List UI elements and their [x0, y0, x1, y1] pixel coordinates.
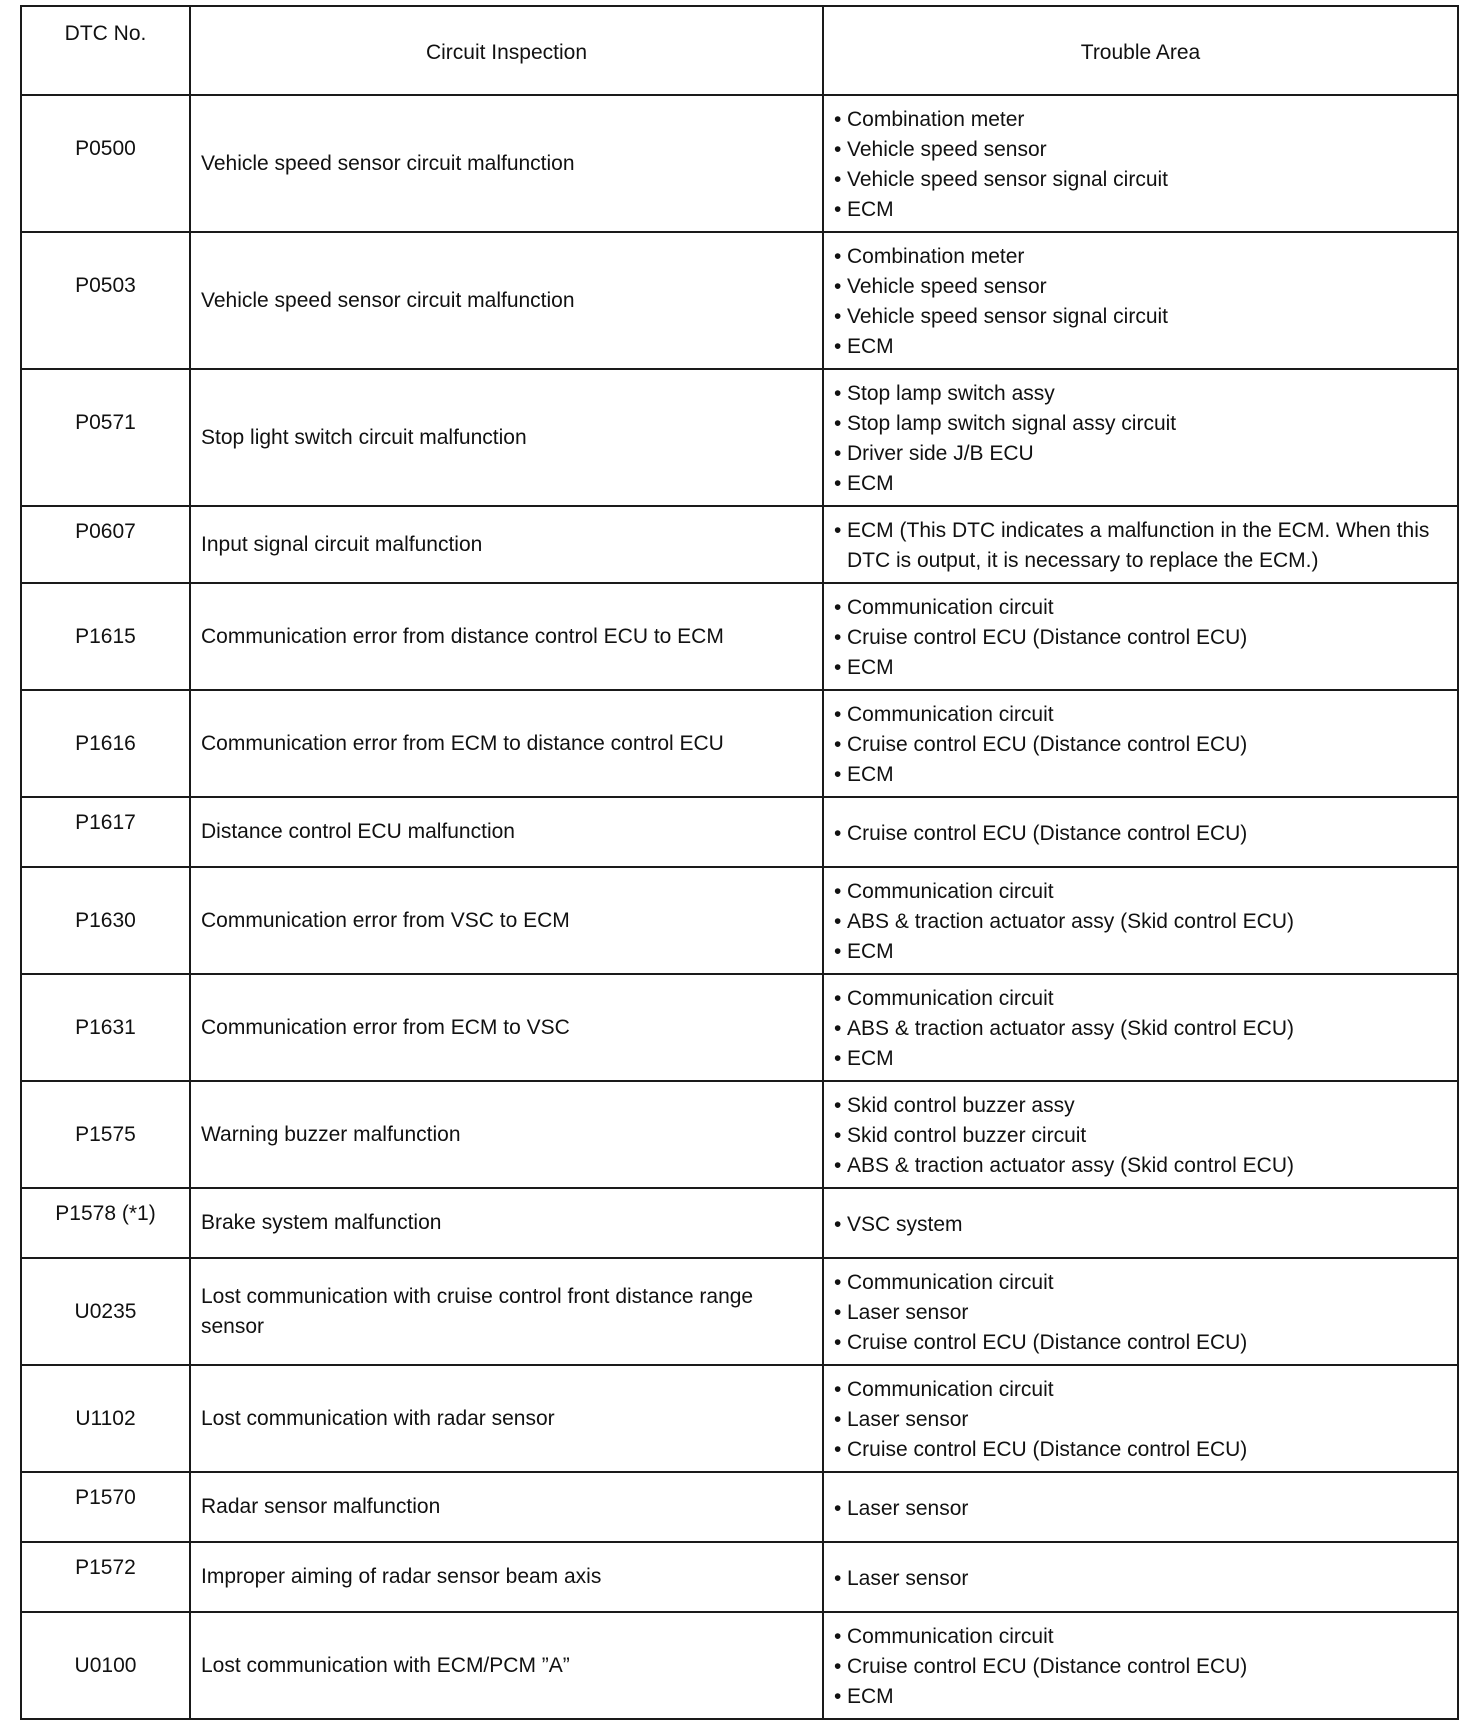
trouble-area-list: [834, 1268, 1447, 1358]
circuit-inspection-cell: Brake system malfunction: [190, 1188, 823, 1258]
table-row: [21, 1542, 1458, 1612]
dtc-code-cell: P1617: [21, 797, 190, 867]
trouble-area-item: • Combination meter: [834, 105, 1447, 135]
trouble-area-item: • Combination meter: [834, 242, 1447, 272]
trouble-area-item: • Communication circuit: [834, 1268, 1447, 1298]
trouble-area-list: [834, 593, 1447, 683]
trouble-area-cell: [823, 1542, 1458, 1612]
table-row: [21, 867, 1458, 974]
dtc-code-cell: P1616: [21, 690, 190, 797]
trouble-area-list: [834, 105, 1447, 225]
trouble-area-item: • ECM: [834, 332, 1447, 362]
trouble-area-item: • Vehicle speed sensor: [834, 272, 1447, 302]
trouble-area-item: • Communication circuit: [834, 593, 1447, 623]
trouble-area-item: • Cruise control ECU (Distance control ECU): [834, 819, 1447, 849]
trouble-area-cell: [823, 974, 1458, 1081]
table-row: [21, 232, 1458, 369]
table-row: [21, 583, 1458, 690]
header-row: [21, 6, 1458, 95]
trouble-area-item: • ECM (This DTC indicates a malfunction in the ECM. When this DTC is output, it is necessary to replace the ECM.): [834, 516, 1447, 576]
table-row: [21, 1258, 1458, 1365]
trouble-area-item: • Communication circuit: [834, 700, 1447, 730]
trouble-area-item: • ABS & traction actuator assy (Skid control ECU): [834, 1151, 1447, 1181]
trouble-area-list: [834, 984, 1447, 1074]
trouble-area-list: [834, 379, 1447, 499]
dtc-code-cell: P1578 (*1): [21, 1188, 190, 1258]
trouble-area-item: • Communication circuit: [834, 1622, 1447, 1652]
trouble-area-item: • Cruise control ECU (Distance control ECU): [834, 1652, 1447, 1682]
trouble-area-list: [834, 516, 1447, 576]
circuit-inspection-cell: Radar sensor malfunction: [190, 1472, 823, 1542]
trouble-area-cell: [823, 583, 1458, 690]
trouble-area-cell: [823, 1258, 1458, 1365]
trouble-area-cell: [823, 797, 1458, 867]
trouble-area-item: • Vehicle speed sensor signal circuit: [834, 165, 1447, 195]
header-dtc-no: DTC No.: [21, 6, 190, 95]
table-row: [21, 1612, 1458, 1719]
dtc-code-cell: U0235: [21, 1258, 190, 1365]
dtc-code-cell: P0571: [21, 369, 190, 506]
dtc-code-cell: P1572: [21, 1542, 190, 1612]
circuit-inspection-cell: Communication error from distance control ECU to ECM: [190, 583, 823, 690]
trouble-area-cell: [823, 1188, 1458, 1258]
trouble-area-cell: [823, 867, 1458, 974]
circuit-inspection-cell: Vehicle speed sensor circuit malfunction: [190, 95, 823, 232]
circuit-inspection-cell: Stop light switch circuit malfunction: [190, 369, 823, 506]
circuit-inspection-cell: Communication error from VSC to ECM: [190, 867, 823, 974]
circuit-inspection-cell: Lost communication with ECM/PCM ”A”: [190, 1612, 823, 1719]
table-row: [21, 1472, 1458, 1542]
trouble-area-item: • ABS & traction actuator assy (Skid control ECU): [834, 1014, 1447, 1044]
circuit-inspection-cell: Warning buzzer malfunction: [190, 1081, 823, 1188]
trouble-area-item: • Laser sensor: [834, 1564, 1447, 1594]
trouble-area-item: • Cruise control ECU (Distance control ECU): [834, 730, 1447, 760]
trouble-area-list: [834, 1091, 1447, 1181]
trouble-area-list: [834, 700, 1447, 790]
circuit-inspection-cell: Distance control ECU malfunction: [190, 797, 823, 867]
trouble-area-item: • ECM: [834, 653, 1447, 683]
circuit-inspection-cell: Lost communication with cruise control front distance range sensor: [190, 1258, 823, 1365]
trouble-area-list: [834, 1564, 1447, 1594]
table-body: [21, 95, 1458, 1719]
dtc-code-cell: P1615: [21, 583, 190, 690]
trouble-area-cell: [823, 1612, 1458, 1719]
dtc-code-cell: P1575: [21, 1081, 190, 1188]
trouble-area-cell: [823, 1472, 1458, 1542]
dtc-code-cell: P1631: [21, 974, 190, 1081]
trouble-area-item: • Vehicle speed sensor signal circuit: [834, 302, 1447, 332]
trouble-area-cell: [823, 232, 1458, 369]
table-row: [21, 369, 1458, 506]
table-row: [21, 506, 1458, 583]
circuit-inspection-cell: Vehicle speed sensor circuit malfunction: [190, 232, 823, 369]
trouble-area-item: • Driver side J/B ECU: [834, 439, 1447, 469]
trouble-area-item: • ECM: [834, 195, 1447, 225]
trouble-area-item: • Laser sensor: [834, 1494, 1447, 1524]
trouble-area-item: • ECM: [834, 937, 1447, 967]
circuit-inspection-cell: Improper aiming of radar sensor beam axis: [190, 1542, 823, 1612]
table-row: [21, 797, 1458, 867]
trouble-area-item: • Vehicle speed sensor: [834, 135, 1447, 165]
trouble-area-item: • Laser sensor: [834, 1298, 1447, 1328]
trouble-area-item: • Communication circuit: [834, 877, 1447, 907]
trouble-area-item: • ECM: [834, 1044, 1447, 1074]
dtc-code-cell: P0607: [21, 506, 190, 583]
trouble-area-cell: [823, 690, 1458, 797]
trouble-area-cell: [823, 506, 1458, 583]
table-row: [21, 1081, 1458, 1188]
trouble-area-item: • ECM: [834, 1682, 1447, 1712]
circuit-inspection-cell: Lost communication with radar sensor: [190, 1365, 823, 1472]
table-row: [21, 1365, 1458, 1472]
dtc-code-cell: P0500: [21, 95, 190, 232]
trouble-area-item: • Laser sensor: [834, 1405, 1447, 1435]
trouble-area-cell: [823, 1365, 1458, 1472]
trouble-area-item: • Skid control buzzer circuit: [834, 1121, 1447, 1151]
dtc-code-cell: P0503: [21, 232, 190, 369]
header-circuit-inspection: Circuit Inspection: [190, 6, 823, 95]
trouble-area-item: • Stop lamp switch signal assy circuit: [834, 409, 1447, 439]
table-row: [21, 1188, 1458, 1258]
dtc-code-cell: U1102: [21, 1365, 190, 1472]
table-row: [21, 95, 1458, 232]
trouble-area-list: [834, 1622, 1447, 1712]
trouble-area-list: [834, 877, 1447, 967]
trouble-area-item: • ABS & traction actuator assy (Skid control ECU): [834, 907, 1447, 937]
trouble-area-item: • ECM: [834, 760, 1447, 790]
trouble-area-item: • Cruise control ECU (Distance control ECU): [834, 1435, 1447, 1465]
trouble-area-item: • Cruise control ECU (Distance control ECU): [834, 623, 1447, 653]
trouble-area-list: [834, 819, 1447, 849]
trouble-area-cell: [823, 1081, 1458, 1188]
trouble-area-item: • Cruise control ECU (Distance control ECU): [834, 1328, 1447, 1358]
dtc-code-cell: U0100: [21, 1612, 190, 1719]
trouble-area-list: [834, 1210, 1447, 1240]
table-row: [21, 974, 1458, 1081]
circuit-inspection-cell: Communication error from ECM to VSC: [190, 974, 823, 1081]
trouble-area-item: • Skid control buzzer assy: [834, 1091, 1447, 1121]
trouble-area-item: • Stop lamp switch assy: [834, 379, 1447, 409]
dtc-table: [20, 5, 1459, 1720]
circuit-inspection-cell: Communication error from ECM to distance control ECU: [190, 690, 823, 797]
header-trouble-area: Trouble Area: [823, 6, 1458, 95]
trouble-area-item: • VSC system: [834, 1210, 1447, 1240]
trouble-area-cell: [823, 369, 1458, 506]
trouble-area-list: [834, 1375, 1447, 1465]
trouble-area-item: • Communication circuit: [834, 1375, 1447, 1405]
trouble-area-list: [834, 242, 1447, 362]
circuit-inspection-cell: Input signal circuit malfunction: [190, 506, 823, 583]
table-row: [21, 690, 1458, 797]
trouble-area-item: • ECM: [834, 469, 1447, 499]
dtc-code-cell: P1570: [21, 1472, 190, 1542]
dtc-code-cell: P1630: [21, 867, 190, 974]
trouble-area-cell: [823, 95, 1458, 232]
trouble-area-list: [834, 1494, 1447, 1524]
trouble-area-item: • Communication circuit: [834, 984, 1447, 1014]
